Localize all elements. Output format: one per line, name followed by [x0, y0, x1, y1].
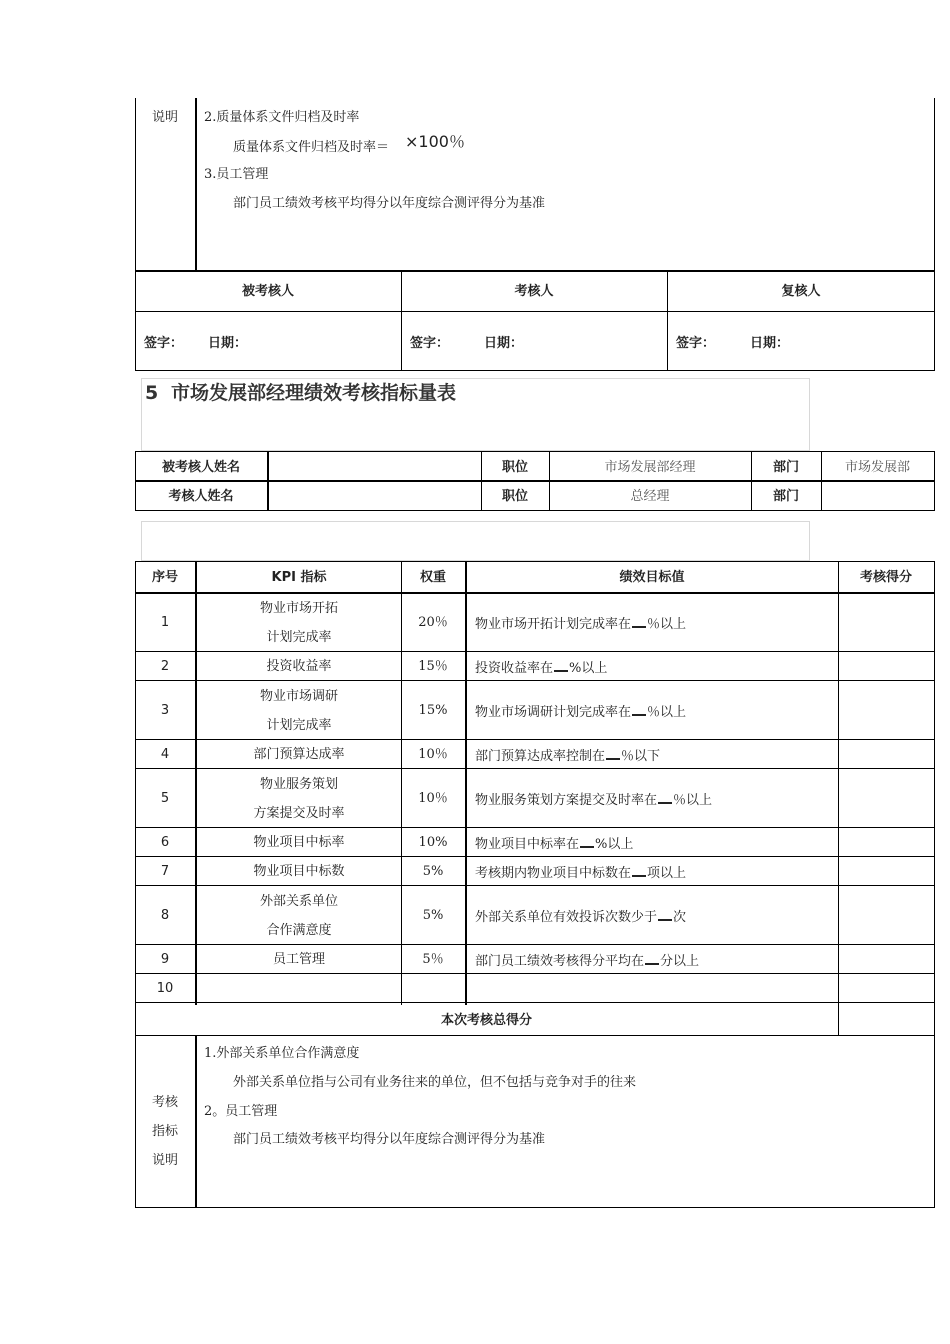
kpi-target-text: 部门员工绩效考核得分平均在: [475, 954, 645, 969]
table-rule: [135, 561, 935, 562]
kpi-row-target: [467, 769, 837, 828]
position-label: 职位: [501, 489, 528, 504]
assessee-name-value: [269, 453, 481, 481]
kpi-target-tail: ％以下: [621, 749, 661, 764]
kpi-row-score: [838, 886, 934, 945]
total-score-value: [838, 1006, 934, 1035]
kpi-row-weight: 10%: [418, 835, 448, 850]
kpi-row-indicator: [197, 945, 401, 974]
kpi-indicator-line: 物业市场调研: [259, 688, 338, 704]
kpi-target-tail: %以上: [595, 837, 634, 852]
kpi-row-no: 10: [156, 981, 174, 996]
kpi-target-tail: %以上: [569, 661, 608, 676]
kpi-target-text: 物业市场调研计划完成率在: [475, 705, 632, 720]
position-value: 市场发展部经理: [604, 459, 696, 475]
explain-line: 2.质量体系文件归档及时率: [204, 110, 360, 125]
section-number: 5: [145, 382, 159, 404]
kpi-row-indicator: [197, 828, 401, 857]
kpi-target-text: 外部关系单位有效投诉次数少于: [475, 910, 658, 925]
kpi-header-indicator: KPI 指标: [271, 569, 327, 585]
kpi-row-weight: 20％: [418, 615, 448, 630]
kpi-target-text: 物业项目中标率在: [475, 837, 580, 852]
kpi-row-weight: 10％: [418, 747, 448, 762]
kpi-row-score: [838, 974, 934, 1003]
department-label: 部门: [772, 489, 799, 504]
kpi-indicator-line: 计划完成率: [266, 717, 332, 733]
table-rule: [135, 1035, 935, 1036]
fill-in-blank: [645, 954, 659, 965]
kpi-row-score: [838, 740, 934, 769]
explain-line: 1.外部关系单位合作满意度: [204, 1046, 360, 1061]
kpi-row-indicator: [197, 857, 401, 886]
kpi-row-target: [467, 945, 837, 974]
kpi-row-no: 2: [160, 659, 170, 674]
kpi-header-score: 考核得分: [859, 569, 912, 585]
kpi-row-score: [838, 828, 934, 857]
kpi-header-no: 序号: [151, 569, 178, 585]
kpi-row-weight: 15％: [418, 659, 448, 674]
kpi-row-target: [467, 740, 837, 769]
kpi-indicator-line: 物业项目中标率: [253, 835, 345, 850]
kpi-row-score: [838, 681, 934, 740]
kpi-row-no: 8: [160, 908, 170, 923]
explain-line: 3.员工管理: [204, 167, 269, 182]
explain-formula-factor: ×100％: [405, 132, 465, 151]
department-value: [821, 483, 934, 510]
fill-in-blank: [632, 705, 646, 716]
kpi-target-text: 部门预算达成率控制在: [475, 749, 606, 764]
kpi-target-text: 物业服务策划方案提交及时率在: [475, 793, 658, 808]
assessee-name-label: 被考核人姓名: [161, 459, 240, 475]
fill-in-blank: [606, 749, 620, 760]
kpi-row-no: 3: [160, 703, 170, 718]
kpi-row-indicator: [197, 652, 401, 681]
kpi-target-tail: ％以上: [647, 705, 687, 720]
sign-label: 签字：: [676, 336, 716, 351]
kpi-row-no: 7: [160, 864, 170, 879]
sign-label: 签字：: [144, 336, 184, 351]
kpi-row-weight: 5%: [422, 908, 444, 923]
explain-label-2: 指标: [151, 1124, 178, 1139]
kpi-indicator-line: 外部关系单位: [259, 893, 338, 909]
kpi-row-weight: 5％: [422, 952, 444, 967]
kpi-indicator-line: 物业市场开拓: [259, 600, 338, 616]
kpi-indicator-line: 物业服务策划: [259, 776, 338, 792]
kpi-row-indicator: [197, 974, 401, 1003]
kpi-row-no: 1: [160, 615, 170, 630]
explain-label-1: 考核: [151, 1095, 178, 1110]
position-value: 总经理: [630, 489, 670, 504]
fill-in-blank: [580, 837, 594, 848]
kpi-row-target: [467, 681, 837, 740]
kpi-row-score: [838, 769, 934, 828]
kpi-row-score: [838, 593, 934, 652]
table-rule: [135, 1207, 935, 1208]
position-label: 职位: [501, 459, 528, 475]
fill-in-blank: [658, 910, 672, 921]
sign-header-assessor: 考核人: [514, 284, 554, 299]
kpi-indicator-line: 合作满意度: [266, 922, 332, 938]
explain-line: 部门员工绩效考核平均得分以年度综合测评得分为基准: [233, 196, 546, 211]
kpi-row-score: [838, 857, 934, 886]
kpi-row-score: [838, 652, 934, 681]
kpi-row-target: [467, 857, 837, 886]
kpi-indicator-line: 计划完成率: [266, 629, 332, 645]
fill-in-blank: [658, 793, 672, 804]
kpi-row-indicator: [197, 886, 401, 945]
kpi-indicator-line: 方案提交及时率: [253, 805, 345, 821]
kpi-indicator-line: 投资收益率: [266, 659, 332, 674]
explain-line: 部门员工绩效考核平均得分以年度综合测评得分为基准: [233, 1132, 546, 1147]
kpi-row-weight: [401, 974, 465, 1003]
kpi-target-text: 物业市场开拓计划完成率在: [475, 617, 632, 632]
department-label: 部门: [772, 459, 799, 475]
explain-label: 说明: [152, 110, 179, 125]
date-label: 日期：: [750, 336, 790, 351]
kpi-row-indicator: [197, 769, 401, 828]
kpi-target-tail: ％以上: [673, 793, 713, 808]
date-label: 日期：: [484, 336, 524, 351]
explain-label-3: 说明: [151, 1153, 178, 1168]
sign-header-reviewer: 复核人: [781, 284, 821, 299]
sign-label: 签字：: [410, 336, 450, 351]
explain-line: 2。员工管理: [204, 1104, 278, 1119]
kpi-row-weight: 5%: [422, 864, 444, 879]
department-value: 市场发展部: [844, 459, 910, 475]
explain-formula: 质量体系文件归档及时率＝: [233, 140, 390, 155]
kpi-row-score: [838, 945, 934, 974]
fill-in-blank: [632, 617, 646, 628]
kpi-indicator-line: 部门预算达成率: [253, 747, 345, 762]
date-label: 日期：: [208, 336, 248, 351]
assessor-name-label: 考核人姓名: [168, 489, 234, 504]
explain-line: 外部关系单位指与公司有业务往来的单位，但不包括与竞争对手的往来: [233, 1075, 637, 1090]
kpi-row-no: 4: [160, 747, 170, 762]
kpi-header-target: 绩效目标值: [619, 569, 685, 585]
kpi-row-target: [467, 652, 837, 681]
kpi-row-target: [467, 828, 837, 857]
kpi-row-no: 9: [160, 952, 170, 967]
kpi-row-weight: 10％: [418, 791, 448, 806]
kpi-row-no: 6: [160, 835, 170, 850]
kpi-row-indicator: [197, 740, 401, 769]
kpi-target-tail: 项以上: [647, 866, 687, 881]
total-score-label: 本次考核总得分: [440, 1013, 532, 1028]
spacer-frame: [141, 521, 810, 561]
section-title: 市场发展部经理绩效考核指标量表: [171, 382, 457, 404]
fill-in-blank: [554, 661, 568, 672]
kpi-target-tail: 次: [673, 910, 687, 925]
fill-in-blank: [632, 866, 646, 877]
kpi-header-weight: 权重: [419, 569, 446, 585]
kpi-target-tail: ％以上: [647, 617, 687, 632]
sign-header-assessee: 被考核人: [241, 284, 294, 299]
kpi-target-text: 考核期内物业项目中标数在: [475, 866, 632, 881]
kpi-row-no: 5: [160, 791, 170, 806]
table-rule: [934, 561, 935, 1208]
kpi-row-target: [467, 886, 837, 945]
table-rule: [195, 1035, 197, 1208]
assessor-name-value: [269, 483, 481, 510]
kpi-target-text: 投资收益率在: [475, 661, 554, 676]
kpi-row-target: [467, 974, 837, 1003]
kpi-target-tail: 分以上: [660, 954, 700, 969]
kpi-row-target: [467, 593, 837, 652]
kpi-indicator-line: 物业项目中标数: [253, 864, 345, 879]
kpi-row-indicator: [197, 681, 401, 740]
kpi-indicator-line: 员工管理: [272, 952, 325, 967]
kpi-row-indicator: [197, 593, 401, 652]
kpi-row-weight: 15%: [418, 703, 448, 718]
